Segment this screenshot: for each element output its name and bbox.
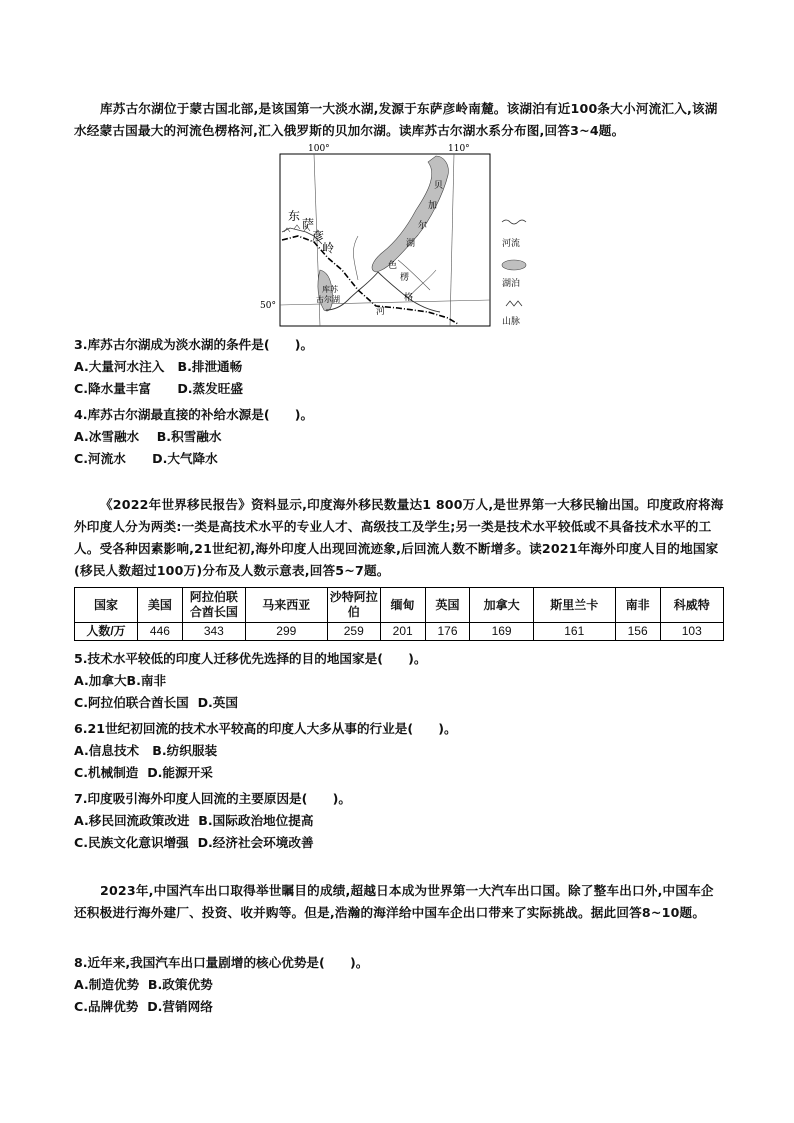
question-5-options-row2	[74, 692, 238, 714]
q3-option-d[interactable]: D.蒸发旺盛	[177, 381, 243, 396]
selenge-char-4: 河	[376, 307, 386, 317]
table-value-cell: 176	[425, 623, 470, 641]
q3-option-a[interactable]: A.大量河水注入	[74, 359, 165, 374]
question-7-options-row1	[74, 810, 313, 832]
table-row-head-country: 国家	[75, 588, 138, 623]
question-7-options-row2	[74, 832, 314, 854]
question-8-stem: 8.近年来,我国汽车出口量剧增的核心优势是( )。	[74, 955, 369, 970]
q7-option-c[interactable]: C.民族文化意识增强	[74, 835, 189, 850]
question-8-options-row2	[74, 996, 213, 1018]
selenge-char-3: 格	[404, 293, 414, 303]
lat-bottom-label: 50°	[260, 301, 276, 311]
legend-lake-label: 湖泊	[502, 279, 521, 289]
question-3-options-row1	[74, 356, 242, 378]
table-value-cell: 299	[245, 623, 327, 641]
table-value-cell: 201	[380, 623, 425, 641]
range-char-2: 萨	[302, 217, 315, 231]
table-country-cell: 英国	[425, 588, 470, 623]
table-values-row	[75, 623, 724, 641]
baikal-char-2: 加	[428, 201, 438, 211]
table-value-cell: 103	[660, 623, 723, 641]
q7-option-d[interactable]: D.经济社会环境改善	[197, 835, 314, 850]
table-value-cell: 446	[138, 623, 183, 641]
q3-option-c[interactable]: C.降水量丰富	[74, 381, 151, 396]
q4-option-a[interactable]: A.冰雪融水	[74, 429, 140, 444]
q5-option-b[interactable]: B.南非	[126, 673, 167, 688]
river-icon	[502, 220, 526, 224]
question-7-stem: 7.印度吸引海外印度人回流的主要原因是( )。	[74, 791, 351, 806]
question-6-stem: 6.21世纪初回流的技术水平较高的印度人大多从事的行业是( )。	[74, 721, 457, 736]
legend-mountain-label: 山脉	[502, 317, 521, 327]
legend-river-label: 河流	[502, 239, 521, 249]
table-country-cell: 马来西亚	[245, 588, 327, 623]
q8-option-c[interactable]: C.品牌优势	[74, 999, 139, 1014]
table-value-cell: 343	[182, 623, 245, 641]
passage-india-migration: 《2022年世界移民报告》资料显示,印度海外移民数量达1 800万人,是世界第一大移民输出国。印度政府将海外印度人分为两类:一类是高技术水平的专业人才、高级技工及学生;另一类是技术水平较低或不具备技术水平的工人。受各种因素影响,21世纪初,海外印度人出现回流迹象,后回流人数不断增多。读2021年海外印度人目的地国家(移民人数超过100万)分布及人数示意表,回答5~7题。	[74, 497, 724, 578]
table-country-cell: 南非	[615, 588, 660, 623]
range-char-3: 彦	[312, 229, 325, 243]
question-4-options-row1	[74, 426, 221, 448]
question-6-options-row2	[74, 762, 213, 784]
map-svg	[258, 140, 538, 330]
q6-option-d[interactable]: D.能源开采	[147, 765, 213, 780]
khovsgol-label-1: 库苏	[322, 285, 338, 294]
table-country-cell: 斯里兰卡	[533, 588, 615, 623]
question-5-stem: 5.技术水平较低的印度人迁移优先选择的目的地国家是( )。	[74, 651, 427, 666]
question-3-stem: 3.库苏古尔湖成为淡水湖的条件是( )。	[74, 337, 314, 352]
table-value-cell: 169	[470, 623, 533, 641]
table-header-row	[75, 588, 724, 623]
table-value-cell: 259	[327, 623, 380, 641]
q6-option-a[interactable]: A.信息技术	[74, 743, 140, 758]
table-country-cell: 加拿大	[470, 588, 533, 623]
q4-option-d[interactable]: D.大气降水	[152, 451, 218, 466]
q6-option-c[interactable]: C.机械制造	[74, 765, 139, 780]
q7-option-b[interactable]: B.国际政治地位提高	[198, 813, 314, 828]
table-country-cell: 科威特	[660, 588, 723, 623]
q8-option-b[interactable]: B.政策优势	[147, 977, 213, 992]
question-4-stem: 4.库苏古尔湖最直接的补给水源是( )。	[74, 407, 314, 422]
question-5-options-row1	[74, 670, 166, 692]
selenge-char-2: 楞	[400, 273, 410, 283]
table-value-cell: 161	[533, 623, 615, 641]
mountain-icon	[506, 301, 522, 306]
question-6-options-row1	[74, 740, 217, 762]
baikal-char-3: 尔	[418, 221, 428, 231]
table-country-cell: 阿拉伯联合酋长国	[182, 588, 245, 623]
q5-option-d[interactable]: D.英国	[197, 695, 238, 710]
khovsgol-water-system-map	[258, 140, 538, 330]
passage-car-exports: 2023年,中国汽车出口取得举世瞩目的成绩,超越日本成为世界第一大汽车出口国。除了整车出口外,中国车企还积极进行海外建厂、投资、收并购等。但是,浩瀚的海洋给中国车企出口带来了实际挑战。据此回答8~10题。	[74, 883, 714, 920]
range-char-1: 东	[288, 209, 301, 223]
q8-option-d[interactable]: D.营销网络	[147, 999, 213, 1014]
q4-option-b[interactable]: B.积雪融水	[156, 429, 222, 444]
table-row-head-count: 人数/万	[75, 623, 138, 641]
lon-right-label: 110°	[448, 144, 470, 154]
table-country-cell: 沙特阿拉伯	[327, 588, 380, 623]
question-4-options-row2	[74, 448, 218, 470]
q3-option-b[interactable]: B.排泄通畅	[177, 359, 243, 374]
range-char-4: 岭	[322, 241, 335, 255]
lon-left-label: 100°	[308, 144, 330, 154]
table-country-cell: 缅甸	[380, 588, 425, 623]
table-value-cell: 156	[615, 623, 660, 641]
baikal-char-1: 贝	[434, 181, 444, 191]
baikal-char-4: 湖	[406, 239, 416, 249]
q6-option-b[interactable]: B.纺织服装	[152, 743, 218, 758]
q7-option-a[interactable]: A.移民回流政策改进	[74, 813, 190, 828]
selenge-char-1: 色	[388, 261, 398, 271]
migration-table	[74, 587, 724, 641]
khovsgol-label-2: 古尔湖	[316, 295, 340, 304]
question-8-options-row1	[74, 974, 213, 996]
q8-option-a[interactable]: A.制造优势	[74, 977, 140, 992]
question-3-options-row2	[74, 378, 243, 400]
q5-option-c[interactable]: C.阿拉伯联合酋长国	[74, 695, 189, 710]
q5-option-a[interactable]: A.加拿大	[74, 673, 127, 688]
lake-icon	[502, 260, 526, 270]
table-country-cell: 美国	[138, 588, 183, 623]
q4-option-c[interactable]: C.河流水	[74, 451, 126, 466]
passage-khovsgol: 库苏古尔湖位于蒙古国北部,是该国第一大淡水湖,发源于东萨彦岭南麓。该湖泊有近100条大小河流汇入,该湖水经蒙古国最大的河流色楞格河,汇入俄罗斯的贝加尔湖。读库苏古尔湖水系分布图,回答3~4题。	[74, 101, 718, 138]
